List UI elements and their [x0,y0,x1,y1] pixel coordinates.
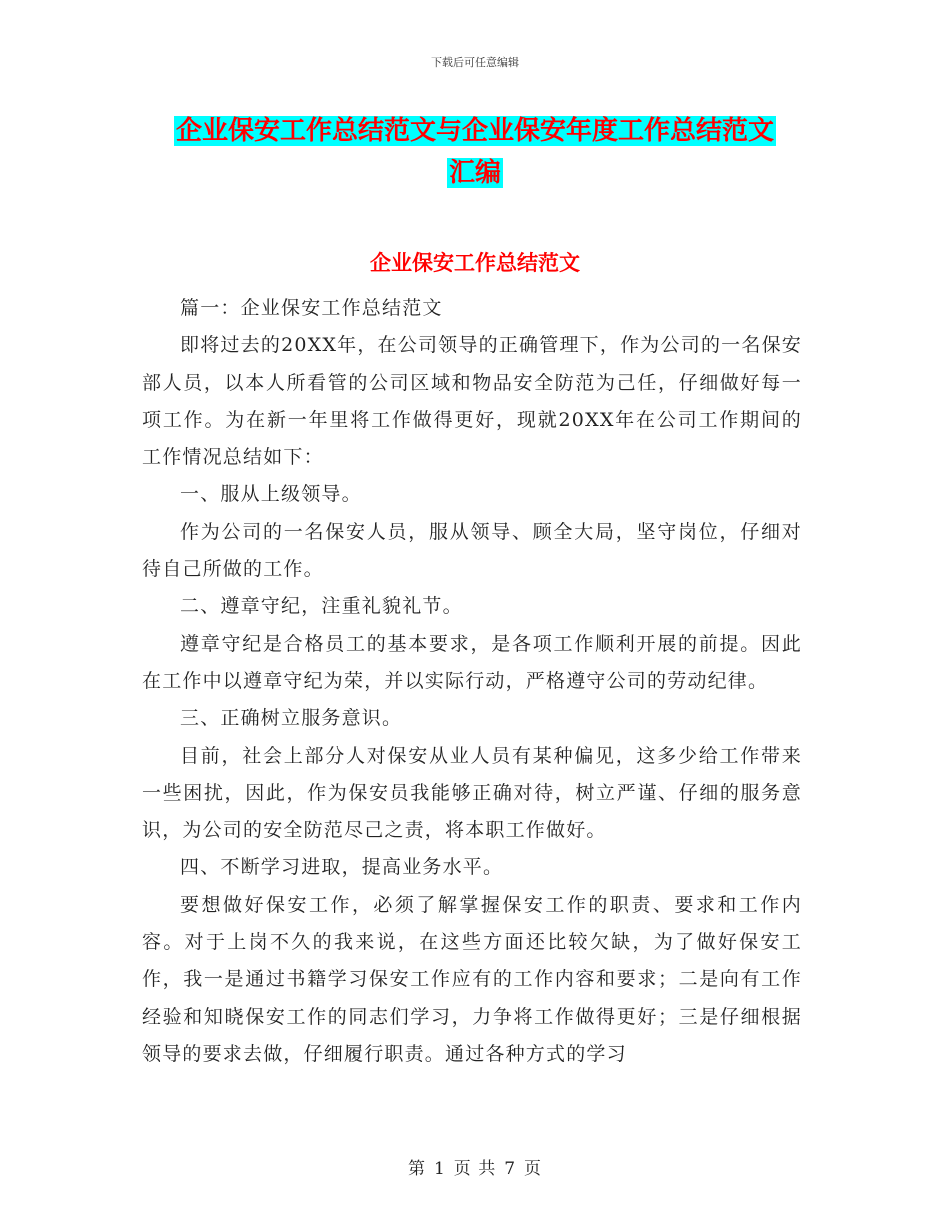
paragraph-body-2: 遵章守纪是合格员工的基本要求，是各项工作顺利开展的前提。因此在工作中以遵章守纪为荣，并以实际行动，严格遵守公司的劳动纪律。 [142,632,802,692]
paragraph-body-1: 作为公司的一名保安人员，服从领导、顾全大局，坚守岗位，仔细对待自己所做的工作。 [142,520,802,581]
paragraph-heading-2: 二、遵章守纪，注重礼貌礼节。 [180,595,463,618]
header-note: 下载后可任意编辑 [431,56,519,69]
footer-total-pages: 7 [504,1159,517,1179]
paragraph-body-3: 目前，社会上部分人对保安从业人员有某种偏见，这多少给工作带来一些困扰，因此，作为保安员我能够正确对待，树立严谨、仔细的服务意识，为公司的安全防范尽己之责，将本职工作做好。 [142,744,802,842]
footer-prefix: 第 [407,1159,426,1179]
footer-mid: 页 共 [453,1159,497,1179]
paragraph-heading-1: 一、服从上级领导。 [180,483,362,506]
document-title [140,110,810,194]
title-line-2: 汇编 [448,158,501,188]
title-line-1: 企业保安工作总结范文与企业保安年度工作总结范文 [175,116,774,146]
paragraph-heading-3: 三、正确树立服务意识。 [180,707,403,730]
paragraph-heading-4: 四、不断学习进取，提高业务水平。 [180,856,504,879]
document-body [142,290,802,1073]
page-footer [0,1154,950,1179]
paragraph-intro: 即将过去的20XX年，在公司领导的正确管理下，作为公司的一名保安部人员，以本人所看管的公司区域和物品安全防范为己任，仔细做好每一项工作。为在新一年里将工作做得更好，现就20XX年在公司工作期间的工作情况总结如下： [142,334,802,469]
footer-suffix: 页 [524,1159,543,1179]
paragraph-body-4: 要想做好保安工作，必须了解掌握保安工作的职责、要求和工作内容。对于上岗不久的我来说，在这些方面还比较欠缺，为了做好保安工作，我一是通过书籍学习保安工作应有的工作内容和要求；二是向有工作经验和知晓保安工作的同志们学习，力争将工作做得更好；三是仔细根据领导的要求去做，仔细履行职责。通过各种方式的学习 [142,893,802,1065]
section-title: 企业保安工作总结范文 [370,250,580,275]
paragraph-part-heading: 篇一：企业保安工作总结范文 [180,297,443,319]
footer-page-number: 1 [433,1159,446,1179]
